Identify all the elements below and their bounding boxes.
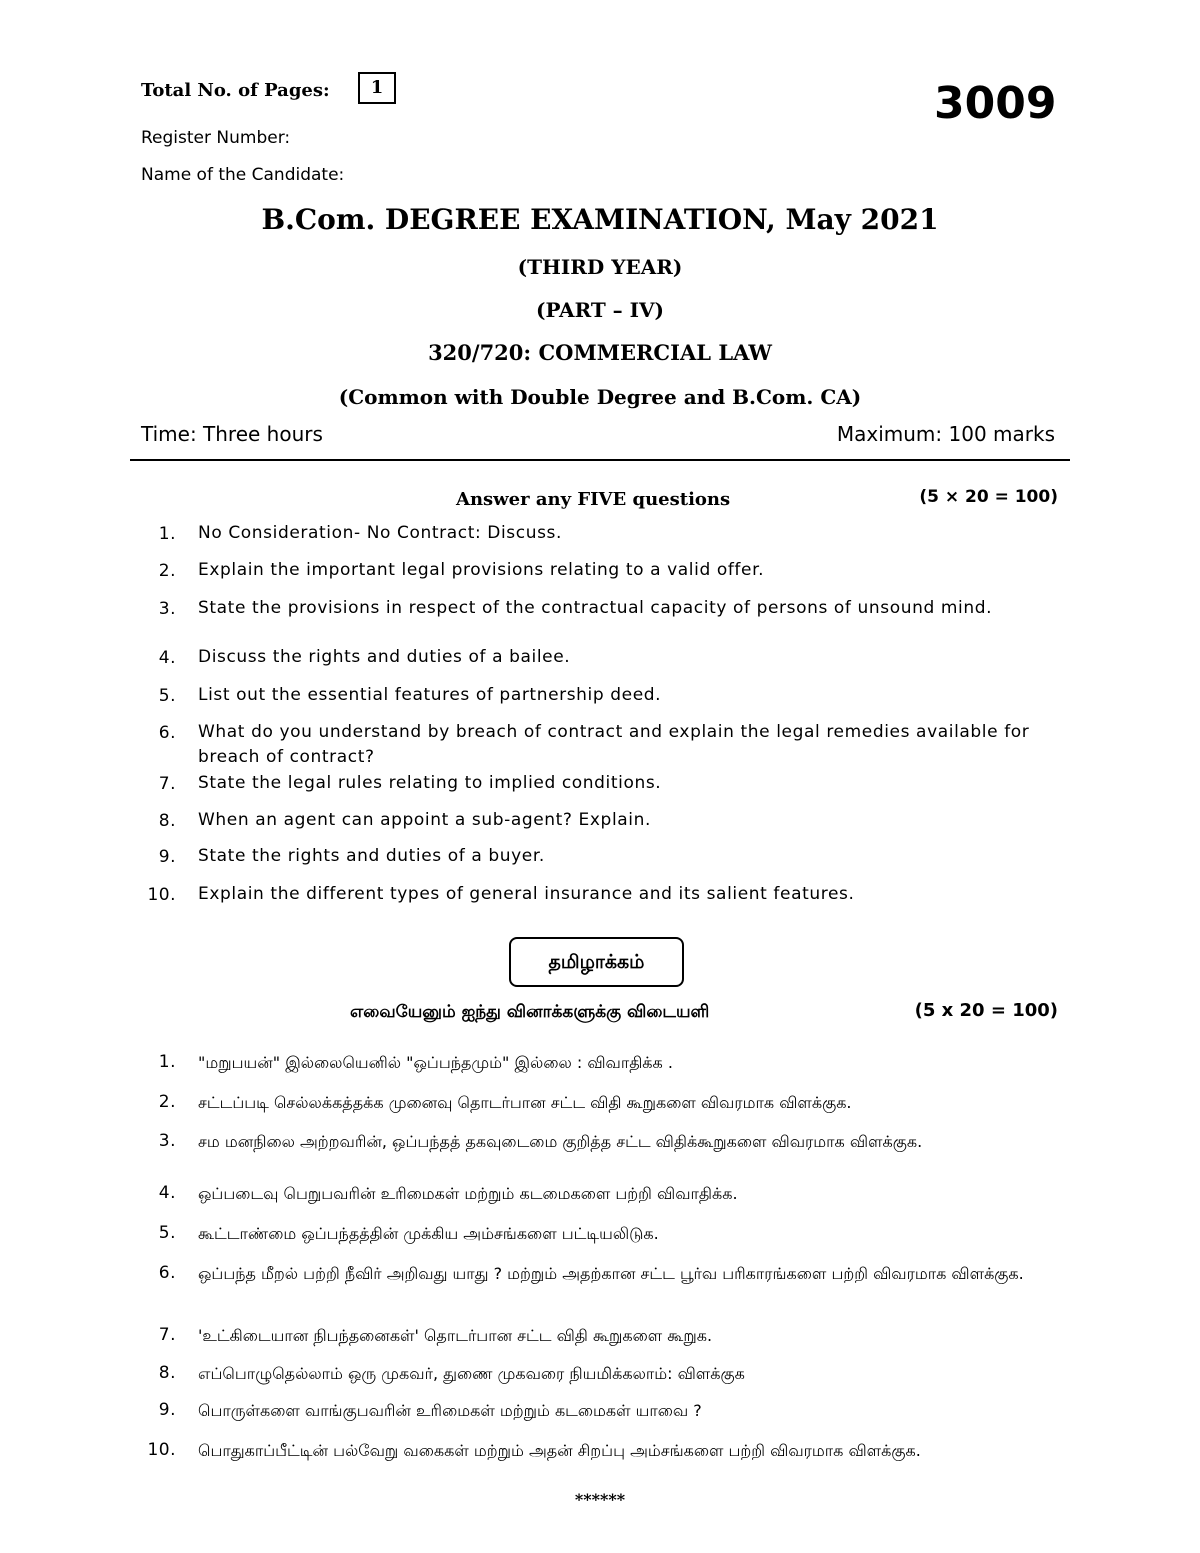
question-text: State the rights and duties of a buyer. (198, 846, 545, 866)
question-number: 8. (158, 1363, 176, 1383)
question-text: சம மனநிலை அற்றவரின், ஒப்பந்தத் தகவுடைமை குறித்த சட்ட விதிக்கூறுகளை விவரமாக விளக்குக. (198, 1132, 923, 1151)
question-number: 7. (158, 774, 176, 794)
question-text: What do you understand by breach of contract and explain the legal remedies available for breach of contract? (198, 722, 1030, 767)
question-number: 1. (158, 1052, 176, 1072)
question-text: Explain the different types of general insurance and its salient features. (198, 884, 855, 904)
candidate-name-label: Name of the Candidate: (141, 165, 345, 185)
question-number: 6. (158, 723, 176, 743)
question-text: கூட்டாண்மை ஒப்பந்தத்தின் முக்கிய அம்சங்களை பட்டியலிடுக. (198, 1224, 659, 1243)
paper-code: 3009 (934, 78, 1057, 129)
question-number: 3. (158, 599, 176, 619)
exam-title: B.Com. DEGREE EXAMINATION, May 2021 (261, 203, 939, 236)
question-number: 3. (158, 1131, 176, 1151)
question-number: 1. (158, 524, 176, 544)
question-number: 9. (158, 1400, 176, 1420)
question-text: State the provisions in respect of the contractual capacity of persons of unsound mind. (198, 598, 993, 618)
question-text: சட்டப்படி செல்லக்கத்தக்க முனைவு தொடர்பான சட்ட விதி கூறுகளை விவரமாக விளக்குக. (198, 1093, 852, 1112)
max-marks: Maximum: 100 marks (836, 422, 1055, 446)
end-of-paper-mark: ****** (574, 1490, 626, 1509)
register-number-label: Register Number: (141, 128, 291, 148)
question-number: 5. (158, 686, 176, 706)
question-number: 10. (147, 1440, 176, 1460)
question-number: 8. (158, 811, 176, 831)
question-text: 'உட்கிடையான நிபந்தனைகள்' தொடர்பான சட்ட விதி கூறுகளை கூறுக. (198, 1326, 713, 1345)
english-marks-scheme: (5 × 20 = 100) (919, 487, 1058, 507)
tamil-instruction: எவையேனும் ஐந்து வினாக்களுக்கு விடையளி (350, 1002, 710, 1022)
question-number: 2. (158, 1092, 176, 1112)
total-pages-value: 1 (358, 72, 396, 104)
question-number: 7. (158, 1325, 176, 1345)
question-text: ஒப்பந்த மீறல் பற்றி நீவிர் அறிவது யாது ? மற்றும் அதற்கான சட்ட பூர்வ பரிகாரங்களை பற்றி விவரமாக விளக்குக. (198, 1264, 1024, 1283)
question-text: When an agent can appoint a sub-agent? Explain. (198, 810, 651, 830)
question-number: 4. (158, 648, 176, 668)
question-text: பொருள்களை வாங்குபவரின் உரிமைகள் மற்றும் கடமைகள் யாவை ? (198, 1401, 702, 1420)
exam-part: (PART – IV) (536, 298, 664, 322)
tamil-translation-heading: தமிழாக்கம் (509, 937, 684, 987)
question-text: "மறுபயன்" இல்லையெனில் "ஒப்பந்தமும்" இல்லை : விவாதிக்க . (198, 1053, 673, 1072)
question-text: ஒப்படைவு பெறுபவரின் உரிமைகள் மற்றும் கடமைகளை பற்றி விவாதிக்க. (198, 1184, 738, 1203)
question-text: எப்பொழுதெல்லாம் ஒரு முகவர், துணை முகவரை நியமிக்கலாம்: விளக்குக (198, 1364, 745, 1383)
question-text: List out the essential features of partnership deed. (198, 685, 662, 705)
question-number: 9. (158, 847, 176, 867)
question-text: No Consideration- No Contract: Discuss. (198, 523, 562, 543)
question-number: 5. (158, 1223, 176, 1243)
question-text: Discuss the rights and duties of a bailee. (198, 647, 571, 667)
tamil-marks-scheme: (5 x 20 = 100) (914, 1000, 1058, 1021)
question-text: Explain the important legal provisions relating to a valid offer. (198, 560, 765, 580)
question-number: 4. (158, 1183, 176, 1203)
exam-year: (THIRD YEAR) (517, 255, 683, 279)
english-instruction: Answer any FIVE questions (456, 489, 731, 510)
question-number: 10. (147, 885, 176, 905)
exam-time: Time: Three hours (141, 422, 323, 446)
question-text: பொதுகாப்பீட்டின் பல்வேறு வகைகள் மற்றும் அதன் சிறப்பு அம்சங்களை பற்றி விவரமாக விளக்குக. (198, 1441, 921, 1460)
exam-subject: 320/720: COMMERCIAL LAW (428, 340, 772, 365)
question-number: 2. (158, 561, 176, 581)
header-divider (130, 459, 1070, 461)
question-text: State the legal rules relating to implied conditions. (198, 773, 662, 793)
common-with-note: (Common with Double Degree and B.Com. CA) (338, 385, 862, 409)
total-pages-label: Total No. of Pages: (141, 80, 330, 101)
question-number: 6. (158, 1263, 176, 1283)
